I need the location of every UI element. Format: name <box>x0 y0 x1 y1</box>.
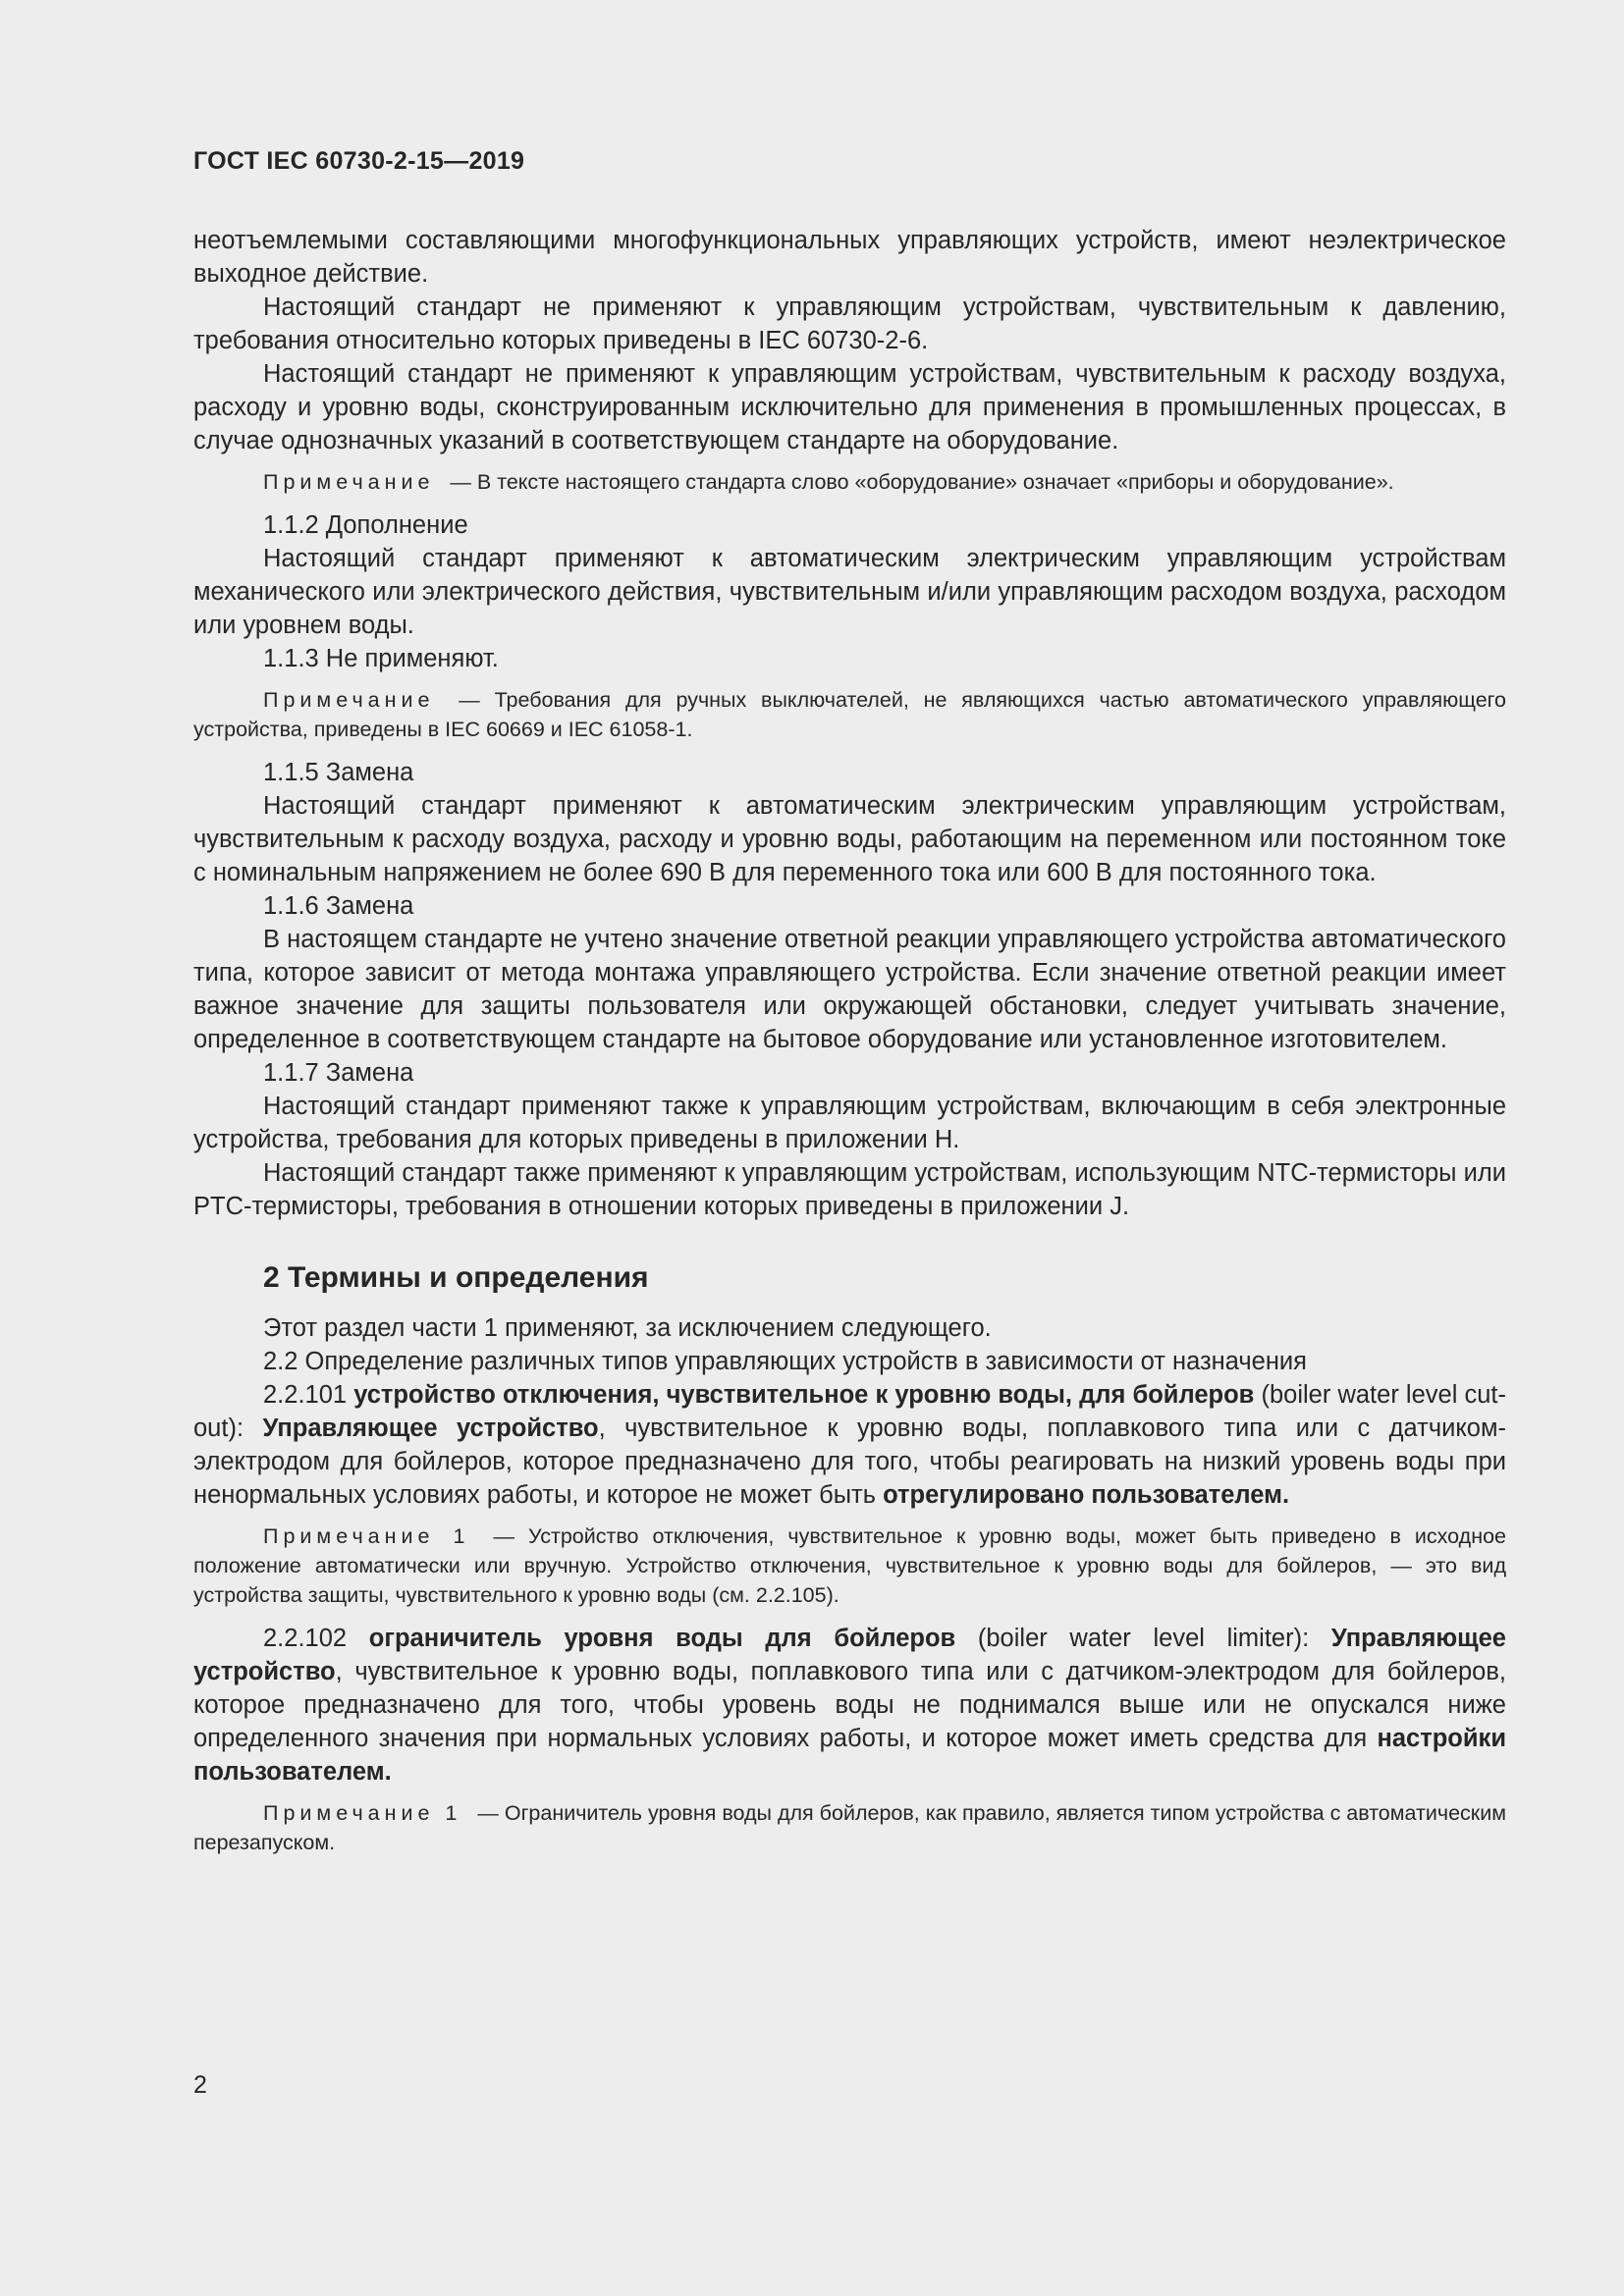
note-dash: — <box>444 688 495 712</box>
note-dash: — <box>444 470 477 494</box>
note-text: В тексте настоящего стандарта слово «оборудование» означает «приборы и оборудование». <box>476 470 1394 494</box>
note-equipment <box>193 467 1506 497</box>
clause-1-1-6-text: В настоящем стандарте не учтено значение ответной реакции управляющего устройства автоматического типа, которое зависит от метода монтажа управляющего устройства. Если значение ответной реакции имеет важное значение для защиты пользователя или окружающей обстановки, следует учитывать значение, определенное в соответствующем стандарте на бытовое оборудование или установленное изготовителем. <box>193 926 1506 1053</box>
definition-number: 2.2.102 <box>263 1625 369 1652</box>
paragraph-continuation: неотъемлемыми составляющими многофункциональных управляющих устройств, имеют неэлектрическое выходное действие. <box>193 227 1506 288</box>
page-number: 2 <box>193 2071 207 2099</box>
clause-1-1-7-heading: 1.1.7 Замена <box>263 1059 414 1087</box>
note-dash: — <box>471 1801 505 1825</box>
definition-bold-term: отрегулировано пользователем. <box>883 1481 1290 1509</box>
note-text: Ограничитель уровня воды для бойлеров, как правило, является типом устройства с автоматическим перезапуском. <box>193 1801 1506 1854</box>
note-text: Требования для ручных выключателей, не являющихся частью автоматического управляющего устройства, приведены в IEC 60669 и IEC 61058-1. <box>193 688 1506 741</box>
definition-english: (boiler water level limiter): <box>955 1625 1331 1652</box>
clause-1-1-2-heading: 1.1.2 Дополнение <box>263 511 468 539</box>
clause-2-2-heading: 2.2 Определение различных типов управляющих устройств в зависимости от назначения <box>263 1348 1307 1375</box>
clause-1-1-5-heading: 1.1.5 Замена <box>263 759 414 786</box>
note-2-2-101 <box>193 1522 1506 1610</box>
definition-text: , чувствительное к уровню воды, поплавкового типа или с датчиком-электродом для бойлеров, которое предназначено для того, чтобы реагировать на низкий уровень воды при ненормальных условиях работы, и которое не может быть <box>193 1415 1506 1509</box>
note-label: Примечание <box>263 688 435 712</box>
note-dash: — <box>479 1524 529 1548</box>
clause-1-1-7-text-a: Настоящий стандарт применяют также к управляющим устройствам, включающим в себя электронные устройства, требования для которых приведены в приложении H. <box>193 1093 1506 1153</box>
note-label: Примечание <box>263 470 435 494</box>
definition-bold-term: настройки пользователем. <box>193 1725 1506 1786</box>
definition-english: (boiler water level cut-out): <box>193 1381 1507 1442</box>
section-2-title: 2 Термины и определения <box>263 1261 649 1294</box>
definition-bold-term: Управляющее устройство <box>262 1415 599 1442</box>
clause-1-1-6-heading: 1.1.6 Замена <box>263 892 414 920</box>
definition-2-2-101 <box>193 1378 1506 1512</box>
clause-1-1-3-heading: 1.1.3 Не применяют. <box>263 645 499 672</box>
note-label: Примечание 1 <box>263 1524 470 1548</box>
definition-number: 2.2.101 <box>263 1381 354 1409</box>
definition-term: устройство отключения, чувствительное к уровню воды, для бойлеров <box>353 1381 1255 1409</box>
section-2-intro: Этот раздел части 1 применяют, за исключением следующего. <box>263 1314 992 1342</box>
definition-2-2-102 <box>193 1622 1506 1789</box>
note-text: Устройство отключения, чувствительное к уровню воды, может быть приведено в исходное положение автоматически или вручную. Устройство отключения, чувствительное к уровню воды для бойлеров, — это вид устройства защиты, чувствительного к уровню воды (см. 2.2.105). <box>193 1524 1506 1607</box>
definition-bold-term: Управляющее устройство <box>193 1625 1506 1685</box>
note-2-2-102 <box>193 1798 1506 1857</box>
paragraph-pressure: Настоящий стандарт не применяют к управляющим устройствам, чувствительным к давлению, требования относительно которых приведены в IEC 60730-2-6. <box>193 294 1506 354</box>
definition-term: ограничитель уровня воды для бойлеров <box>368 1625 956 1652</box>
clause-1-1-5-text: Настоящий стандарт применяют к автоматическим электрическим управляющим устройствам, чувствительным к расходу воздуха, расходу и уровню воды, работающим на переменном или постоянном токе с номинальным напряжением не более 690 В для переменного тока или 600 В для постоянного тока. <box>193 792 1506 886</box>
note-label: Примечание 1 <box>263 1801 462 1825</box>
definition-text: , чувствительное к уровню воды, поплавкового типа или с датчиком-электродом для бойлеров, которое предназначено для того, чтобы уровень воды не поднимался выше или не опускался ниже определенного значения при нормальных условиях работы, и которое может иметь средства для <box>193 1658 1506 1752</box>
clause-1-1-2-text: Настоящий стандарт применяют к автоматическим электрическим управляющим устройствам механического или электрического действия, чувствительным и/или управляющим расходом воздуха, расходом или уровнем воды. <box>193 545 1506 639</box>
note-manual-switches <box>193 685 1506 744</box>
page-content <box>193 224 1506 1869</box>
paragraph-industrial: Настоящий стандарт не применяют к управляющим устройствам, чувствительным к расходу воздуха, расходу и уровню воды, сконструированным исключительно для применения в промышленных процессах, в случае однозначных указаний в соответствующем стандарте на оборудование. <box>193 360 1506 454</box>
document-header: ГОСТ IEC 60730-2-15—2019 <box>193 147 525 175</box>
clause-1-1-7-text-b: Настоящий стандарт также применяют к управляющим устройствам, использующим NTC-термисторы или PTC-термисторы, требования в отношении которых приведены в приложении J. <box>193 1159 1506 1220</box>
